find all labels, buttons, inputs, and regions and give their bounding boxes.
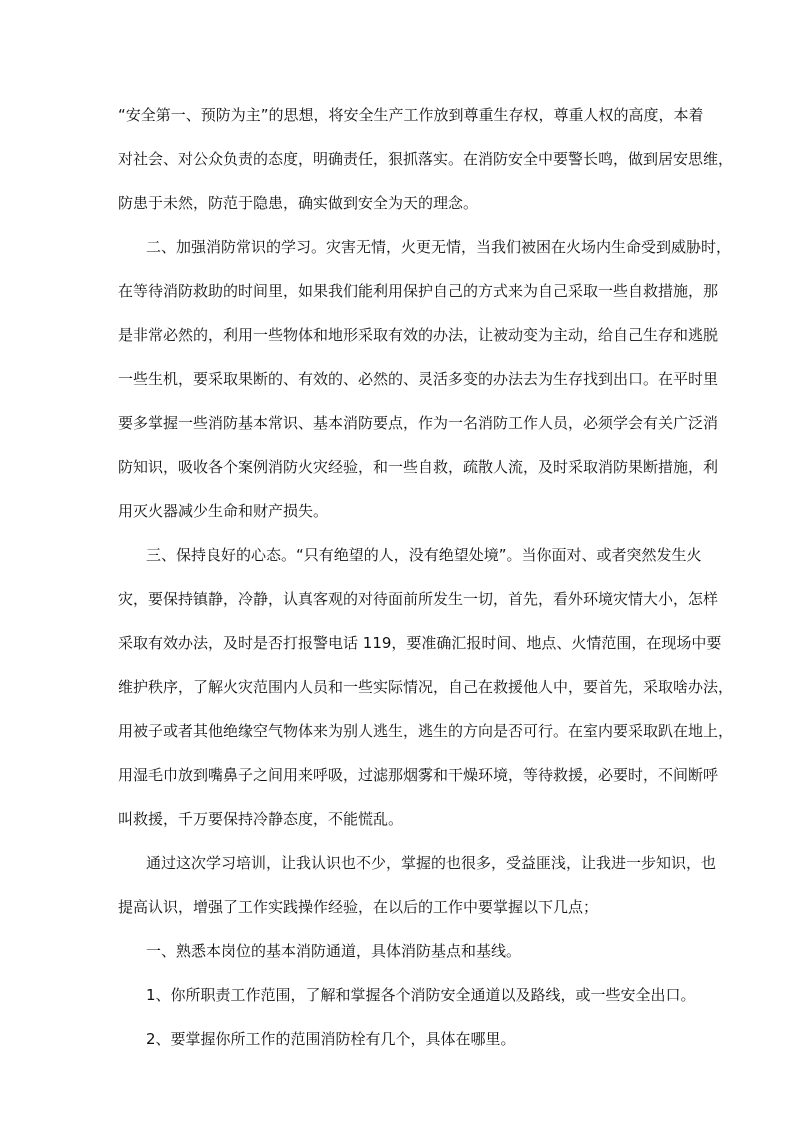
text-line-12: 灾，要保持镇静，冷静，认真客观的对待面前所发生一切，首先，看外环境灾情大小，怎样 [118, 590, 719, 608]
text-line-18: 通过这次学习培训，让我认识也不少，掌握的也很多，受益匪浅，让我进一步知识，也 [146, 854, 717, 872]
text-line-2: 对社会、对公众负责的态度，明确责任，狠抓落实。在消防安全中要警长鸣，做到居安思维， [118, 150, 734, 168]
text-line-15: 用被子或者其他绝缘空气物体来为别人逃生，逃生的方向是否可行。在室内要采取趴在地上， [118, 722, 734, 740]
text-line-20: 一、熟悉本岗位的基本消防通道，具体消防基点和基线。 [146, 942, 522, 960]
text-line-1: “安全第一、预防为主”的思想，将安全生产工作放到尊重生存权，尊重人权的高度，本着 [118, 106, 704, 124]
text-line-5: 在等待消防救助的时间里，如果我们能利用保护自己的方式来为自己采取一些自救措施，那 [118, 282, 719, 300]
text-line-19: 提高认识，增强了工作实践操作经验，在以后的工作中要掌握以下几点； [118, 898, 599, 916]
text-line-14: 维护秩序，了解火灾范围内人员和一些实际情况，自己在救援他人中，要首先，采取啥办法， [118, 678, 734, 696]
text-line-9: 防知识，吸收各个案例消防火灾经验，和一些自救，疏散人流，及时采取消防果断措施，利 [118, 458, 719, 476]
text-line-16: 用湿毛巾放到嘴鼻子之间用来呼吸，过滤那烟雾和干燥环境，等待救援，必要时，不间断呼 [118, 766, 719, 784]
text-line-21: 1、你所职责工作范围，了解和掌握各个消防安全通道以及路线，或一些安全出口。 [146, 986, 696, 1004]
text-line-3: 防患于未然，防范于隐患，确实做到安全为天的理念。 [118, 194, 479, 212]
text-line-13: 采取有效办法，及时是否打报警电话 119，要准确汇报时间、地点、火情范围，在现场中要 [118, 634, 722, 652]
text-line-7: 一些生机，要采取果断的、有效的、必然的、灵活多变的办法去为生存找到出口。在平时里 [118, 370, 719, 388]
text-line-17: 叫救援，千万要保持冷静态度，不能慌乱。 [118, 810, 404, 828]
text-line-22: 2、要掌握你所工作的范围消防栓有几个，具体在哪里。 [146, 1030, 516, 1048]
text-line-6: 是非常必然的，利用一些物体和地形采取有效的办法，让被动变为主动，给自己生存和逃脱 [118, 326, 719, 344]
text-line-4: 二、加强消防常识的学习。灾害无情，火更无情，当我们被困在火场内生命受到威胁时， [146, 238, 732, 256]
text-line-11: 三、保持良好的心态。“只有绝望的人，没有绝望处境”。当你面对、或者突然发生火 [146, 546, 702, 564]
text-line-10: 用灭火器减少生命和财产损失。 [118, 502, 329, 520]
text-line-8: 要多掌握一些消防基本常识、基本消防要点，作为一名消防工作人员，必须学会有关广泛消 [118, 414, 719, 432]
